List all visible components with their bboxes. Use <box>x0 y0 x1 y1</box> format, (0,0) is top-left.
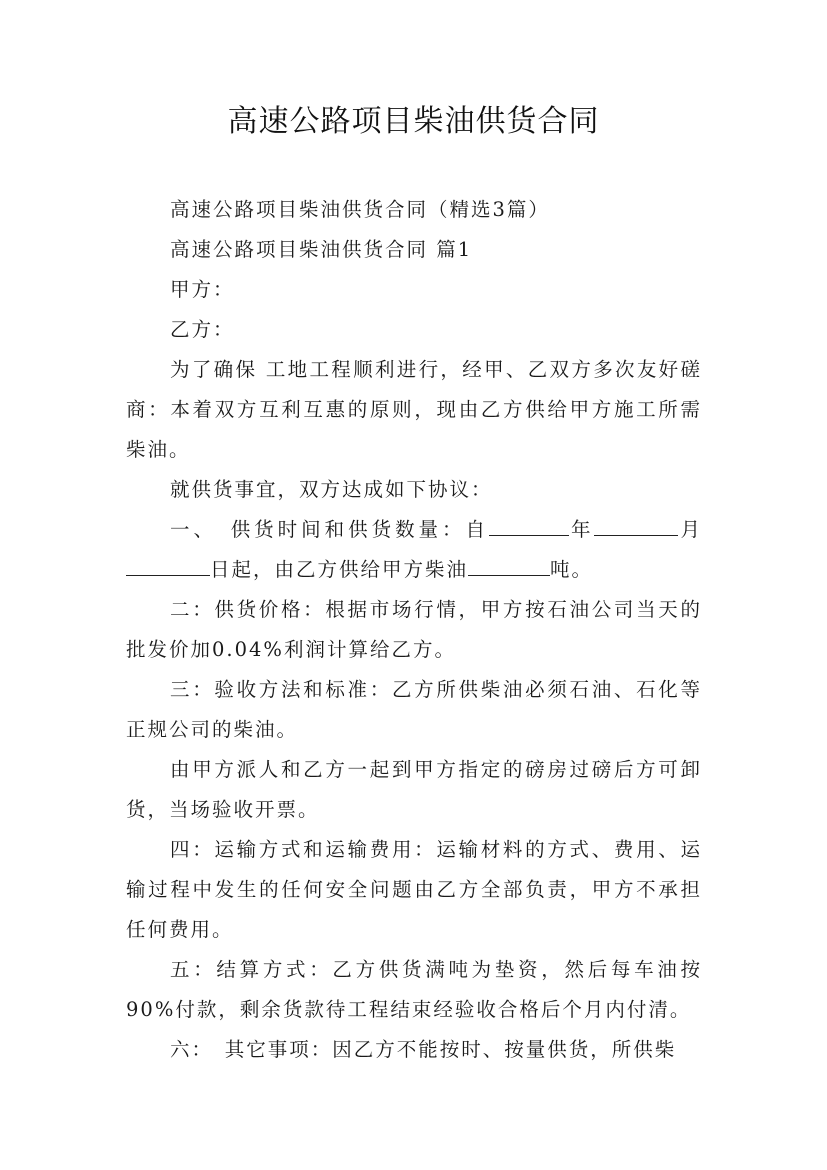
blank-year <box>489 513 569 536</box>
paragraph-purpose: 为了确保 工地工程顺利进行，经甲、乙双方多次友好磋商：本着双方互利互惠的原则，现由乙方供给甲方施工所需柴油。 <box>126 358 702 461</box>
clause-1-unit: 吨。 <box>550 558 594 581</box>
clause-1-prefix: 一、 供货时间和供货数量：自 <box>170 518 490 541</box>
clause-1-day-rest: 日起，由乙方供给甲方柴油 <box>210 558 469 581</box>
clause-1-month: 月 <box>678 518 702 541</box>
blank-day <box>126 553 210 576</box>
document-body <box>126 190 702 1070</box>
clause-3: 三：验收方法和标准：乙方所供柴油必须石油、石化等正规公司的柴油。 <box>126 678 702 741</box>
document-title: 高速公路项目柴油供货合同 <box>227 104 600 139</box>
paragraph-party-a: 甲方： <box>170 278 235 301</box>
paragraph-intro: 高速公路项目柴油供货合同（精选3篇） <box>170 198 550 221</box>
blank-month <box>594 513 678 536</box>
blank-quantity <box>468 553 550 576</box>
clause-3-detail: 由甲方派人和乙方一起到甲方指定的磅房过磅后方可卸货，当场验收开票。 <box>126 758 702 821</box>
clause-2: 二：供货价格：根据市场行情，甲方按石油公司当天的批发价加0.04%利润计算给乙方。 <box>126 598 702 661</box>
paragraph-agreement: 就供货事宜，双方达成如下协议： <box>170 478 493 501</box>
clause-1 <box>126 510 702 590</box>
clause-5: 五：结算方式：乙方供货满吨为垫资，然后每车油按90%付款，剩余货款待工程结束经验收合格后个月内付清。 <box>126 958 702 1021</box>
clause-6: 六： 其它事项：因乙方不能按时、按量供货，所供柴 <box>170 1038 677 1061</box>
clause-4: 四：运输方式和运输费用：运输材料的方式、费用、运输过程中发生的任何安全问题由乙方全部负责，甲方不承担任何费用。 <box>126 838 702 941</box>
paragraph-party-b: 乙方： <box>170 318 235 341</box>
paragraph-part-heading: 高速公路项目柴油供货合同 篇1 <box>170 238 473 261</box>
clause-1-year: 年 <box>569 518 595 541</box>
